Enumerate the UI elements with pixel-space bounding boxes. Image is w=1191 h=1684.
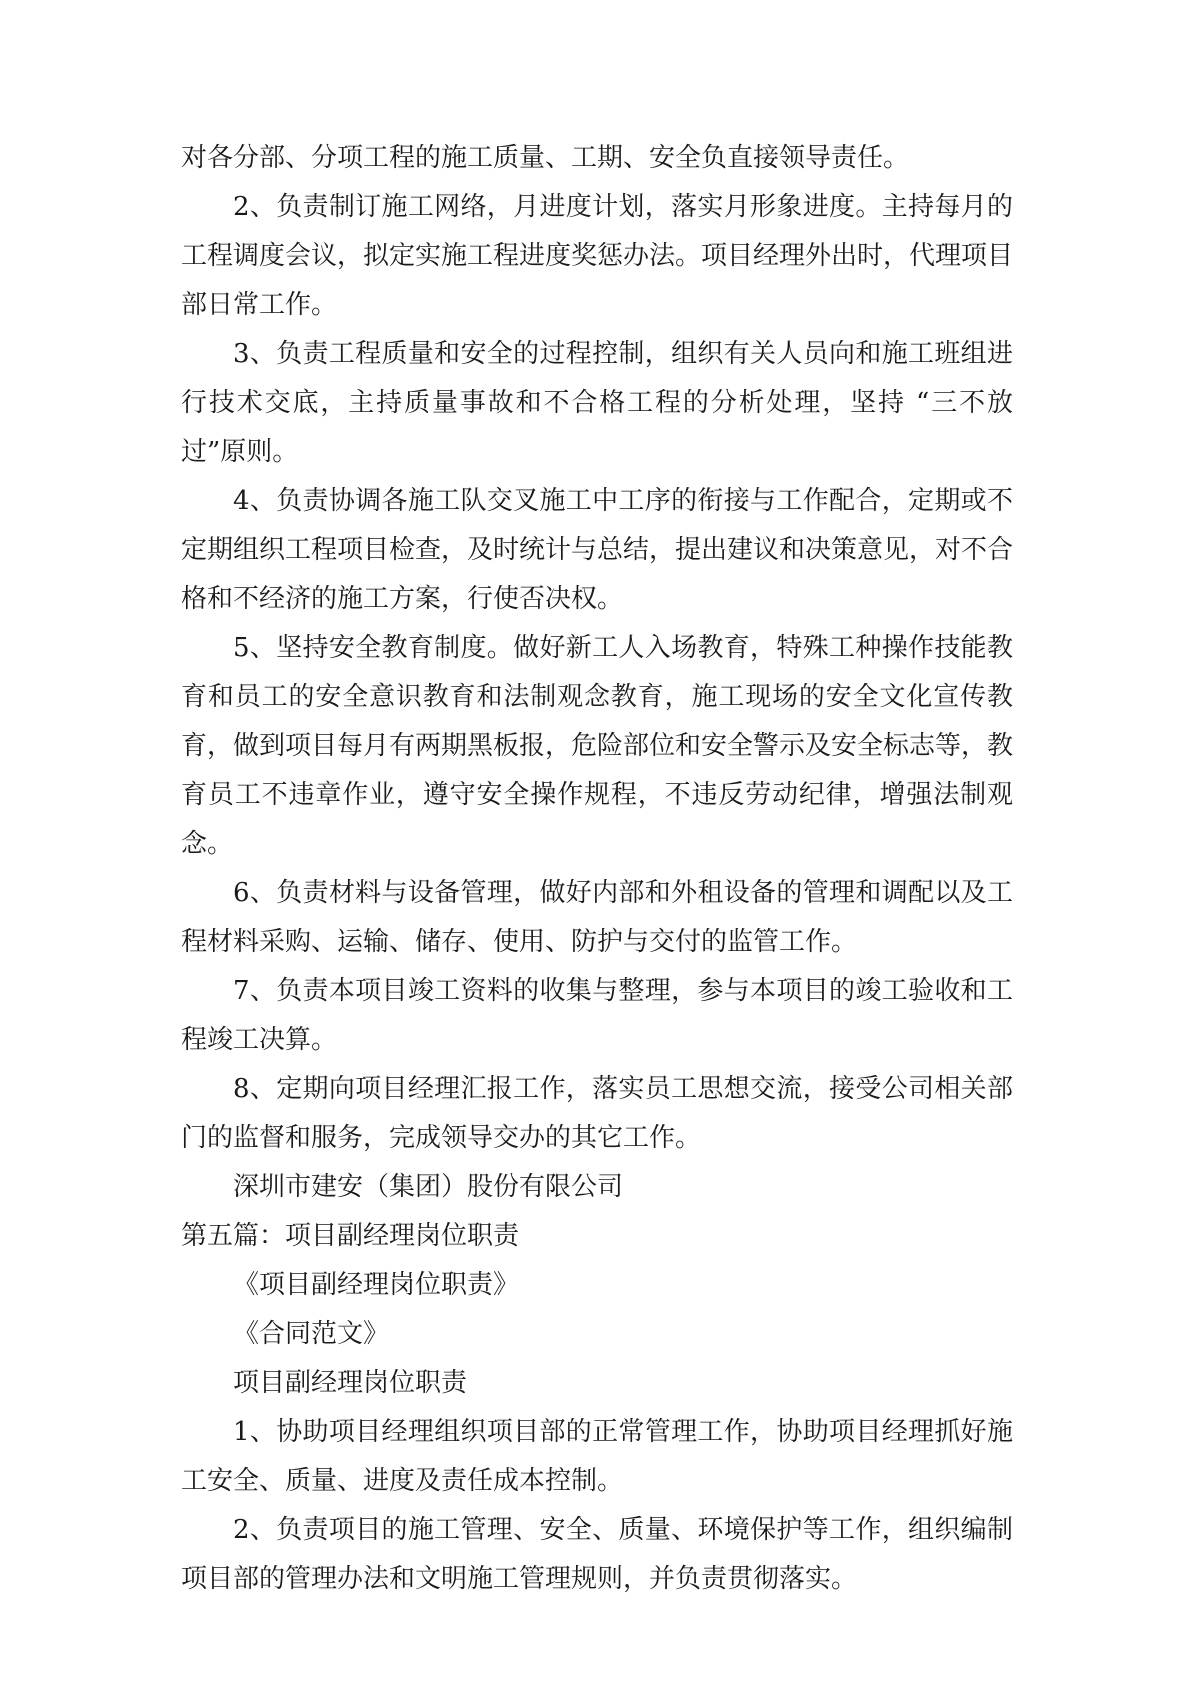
deputy-duty-item-1: 1、协助项目经理组织项目部的正常管理工作，协助项目经理抓好施工安全、质量、进度及责任成本控制。 bbox=[181, 1417, 1013, 1496]
paragraph-continuation: 对各分部、分项工程的施工质量、工期、安全负直接领导责任。 bbox=[181, 143, 910, 173]
deputy-duty-item-2: 2、负责项目的施工管理、安全、质量、环境保护等工作，组织编制项目部的管理办法和文明施工管理规则，并负责贯彻落实。 bbox=[181, 1515, 1013, 1594]
book-title-job-duties: 《项目副经理岗位职责》 bbox=[233, 1270, 520, 1300]
paragraph-item-4: 4、负责协调各施工队交叉施工中工序的衔接与工作配合，定期或不定期组织工程项目检查，及时统计与总结，提出建议和决策意见，对不合格和不经济的施工方案，行使否决权。 bbox=[181, 486, 1014, 614]
book-title-contract: 《合同范文》 bbox=[233, 1319, 390, 1349]
company-name: 深圳市建安（集团）股份有限公司 bbox=[233, 1172, 624, 1202]
paragraph-item-3: 3、负责工程质量和安全的过程控制，组织有关人员向和施工班组进行技术交底，主持质量事故和不合格工程的分析处理，坚持 “三不放过”原则。 bbox=[181, 339, 1013, 467]
paragraph-item-2: 2、负责制订施工网络，月进度计划，落实月形象进度。主持每月的工程调度会议，拟定实施工程进度奖惩办法。项目经理外出时，代理项目部日常工作。 bbox=[181, 192, 1014, 320]
subheading: 项目副经理岗位职责 bbox=[233, 1368, 468, 1398]
section-title: 第五篇：项目副经理岗位职责 bbox=[181, 1221, 520, 1251]
document-page bbox=[181, 134, 1013, 1604]
paragraph-item-8: 8、定期向项目经理汇报工作，落实员工思想交流，接受公司相关部门的监督和服务，完成领导交办的其它工作。 bbox=[181, 1074, 1013, 1153]
paragraph-item-5: 5、坚持安全教育制度。做好新工人入场教育，特殊工种操作技能教育和员工的安全意识教育和法制观念教育，施工现场的安全文化宣传教育，做到项目每月有两期黑板报，危险部位和安全警示及安全标志等，教育员工不违章作业，遵守安全操作规程，不违反劳动纪律，增强法制观念。 bbox=[181, 633, 1014, 859]
paragraph-item-7: 7、负责本项目竣工资料的收集与整理，参与本项目的竣工验收和工程竣工决算。 bbox=[181, 976, 1013, 1055]
paragraph-item-6: 6、负责材料与设备管理，做好内部和外租设备的管理和调配以及工程材料采购、运输、储存、使用、防护与交付的监管工作。 bbox=[181, 878, 1013, 957]
